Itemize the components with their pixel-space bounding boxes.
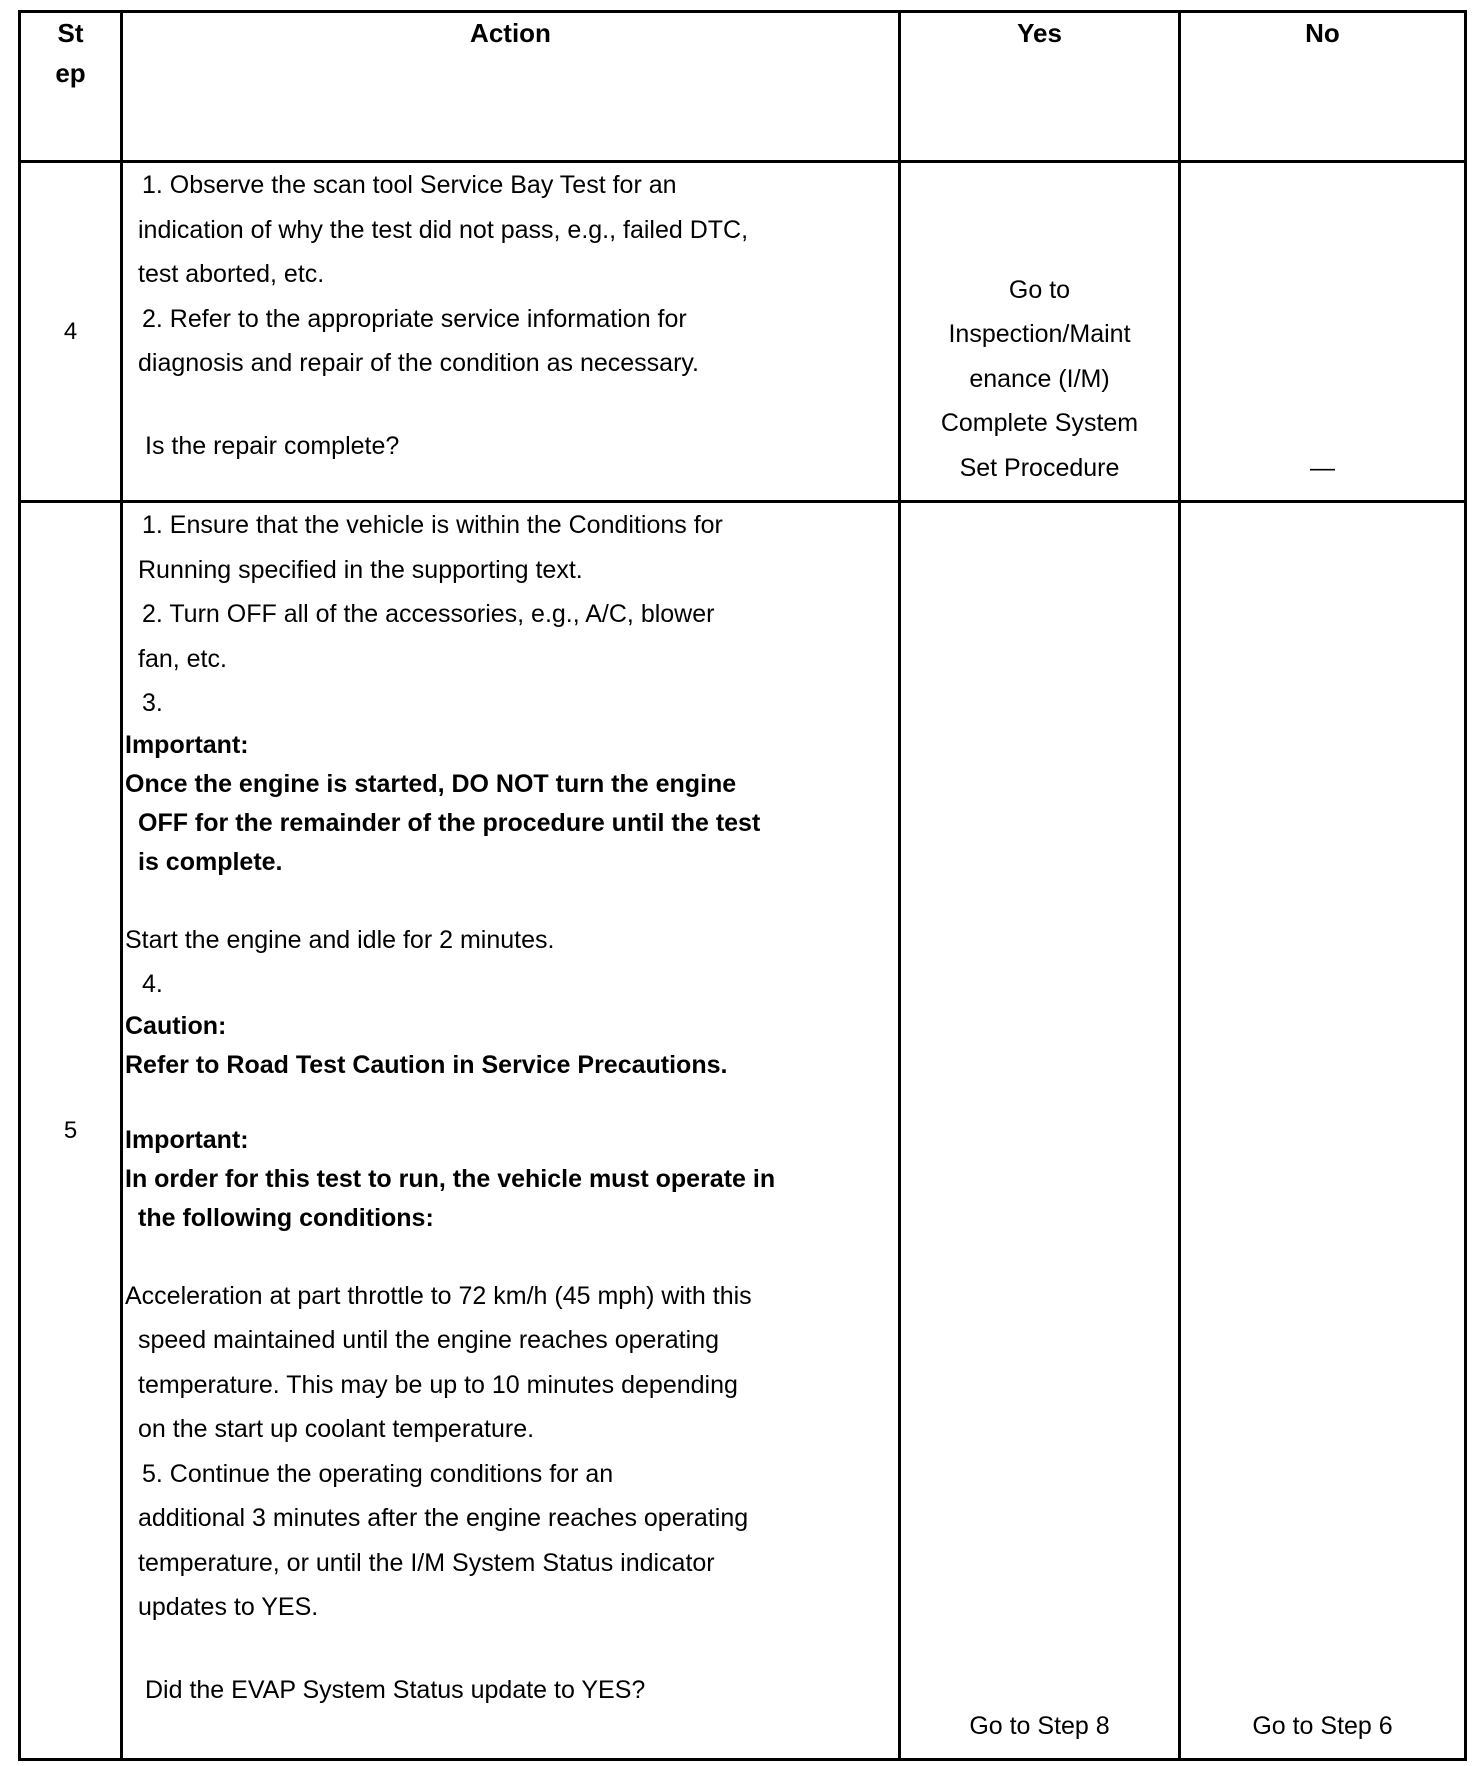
caution-text: Refer to Road Test Caution in Service Precautions.	[125, 1050, 728, 1079]
action-text: speed maintained until the engine reaches operating	[138, 1326, 719, 1354]
no-column-header: No	[1180, 12, 1466, 162]
important-label: Important:	[125, 1125, 249, 1154]
no-cell: —	[1180, 162, 1466, 502]
action-text: 1. Observe the scan tool Service Bay Test for an	[142, 171, 677, 199]
action-text: Running specified in the supporting text.	[138, 555, 583, 584]
yes-text: Set Procedure	[959, 453, 1120, 482]
table-row	[20, 162, 1466, 502]
no-cell: Go to Step 6	[1180, 502, 1466, 1760]
action-cell	[122, 502, 900, 1760]
action-text: 4.	[142, 970, 163, 998]
action-text: 2. Refer to the appropriate service information for	[142, 304, 687, 333]
yes-text: Inspection/Maint	[948, 320, 1131, 348]
important-text: is complete.	[138, 847, 283, 876]
step-header-line2: ep	[55, 58, 86, 88]
yes-cell: Go to Step 8	[900, 502, 1180, 1760]
action-text: temperature, or until the I/M System Status indicator	[138, 1548, 715, 1577]
action-text: diagnosis and repair of the condition as necessary.	[138, 349, 699, 377]
important-text: In order for this test to run, the vehicle must operate in	[125, 1164, 776, 1193]
action-column-header: Action	[122, 12, 900, 162]
spacer	[123, 1238, 898, 1274]
step-header-line1: St	[57, 18, 84, 48]
step-number: 5	[20, 502, 122, 1760]
action-text: 2. Turn OFF all of the accessories, e.g., A/C, blower	[142, 600, 715, 628]
table-header-row	[20, 12, 1466, 162]
action-text: additional 3 minutes after the engine reaches operating	[138, 1504, 749, 1532]
important-text: OFF for the remainder of the procedure until the test	[138, 808, 761, 837]
action-text: 3.	[142, 689, 163, 717]
step-column-header	[20, 12, 122, 162]
yes-cell	[900, 162, 1180, 502]
action-text: 5. Continue the operating conditions for an	[142, 1459, 614, 1488]
action-cell	[122, 162, 900, 502]
spacer	[123, 1085, 898, 1121]
spacer	[123, 882, 898, 918]
action-text: on the start up coolant temperature.	[138, 1415, 535, 1443]
caution-label: Caution:	[125, 1011, 227, 1040]
action-text: fan, etc.	[138, 644, 227, 673]
action-question: Is the repair complete?	[145, 431, 400, 460]
action-text: indication of why the test did not pass, e.g., failed DTC,	[138, 215, 749, 244]
diagnostic-table	[18, 10, 1467, 1761]
yes-column-header: Yes	[900, 12, 1180, 162]
spacer	[123, 386, 898, 424]
action-text: Start the engine and idle for 2 minutes.	[125, 925, 555, 954]
action-text: 1. Ensure that the vehicle is within the Conditions for	[142, 511, 723, 539]
action-text: test aborted, etc.	[138, 260, 325, 288]
important-text: the following conditions:	[138, 1203, 434, 1232]
yes-text: enance (I/M)	[969, 364, 1110, 393]
spacer	[123, 1630, 898, 1668]
step-number: 4	[20, 162, 122, 502]
yes-text: Go to	[1008, 275, 1071, 304]
action-text: Acceleration at part throttle to 72 km/h (45 mph) with this	[125, 1281, 752, 1310]
table-row	[20, 502, 1466, 1760]
action-text: updates to YES.	[138, 1593, 319, 1621]
important-label: Important:	[125, 730, 249, 759]
yes-text: Complete System	[940, 409, 1139, 437]
action-question: Did the EVAP System Status update to YES?	[145, 1675, 646, 1704]
action-text: temperature. This may be up to 10 minutes depending	[138, 1370, 738, 1399]
important-text: Once the engine is started, DO NOT turn the engine	[125, 769, 737, 798]
